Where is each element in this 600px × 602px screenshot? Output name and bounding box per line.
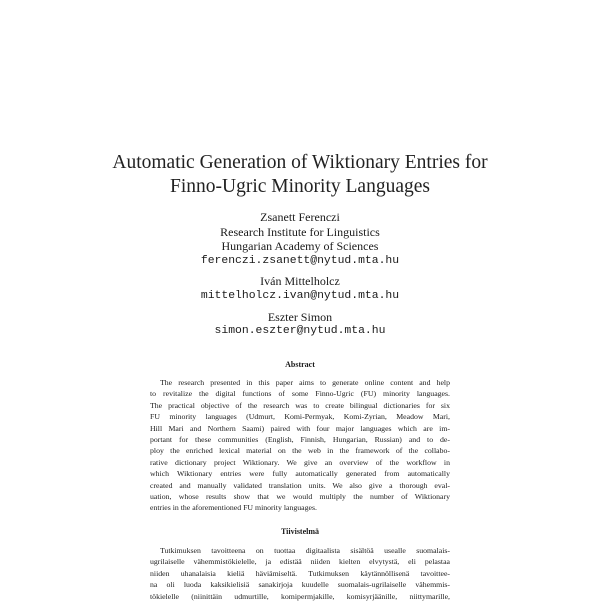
abstract-line: entries in the aforementioned FU minority languages. (150, 503, 317, 513)
abstract-heading: Abstract (285, 360, 315, 369)
author-affiliation: Research Institute for Linguistics (220, 224, 380, 239)
abstract-line: Hill Mari and Northern Saami) paired with four major languages which are im- (150, 423, 450, 433)
tiivistelma-line: tökielelle (niinittäin udmurtille, komipermjakille, komisyrjäänille, niittymarille, (150, 591, 450, 601)
author-email: simon.eszter@nytud.mta.hu (214, 325, 386, 338)
title-line: Automatic Generation of Wiktionary Entries for (112, 152, 488, 173)
author-block (100, 210, 500, 339)
tiivistelma-line: na oli luoda kaksikielisiä sanakirjoja kuudelle suomalais-ugrilaiselle vähemmis- (150, 580, 450, 590)
author-name: Zsanett Ferenczi (260, 210, 340, 224)
abstract-body (150, 377, 450, 514)
tiivistelma-heading: Tiivistelmä (280, 527, 320, 536)
abstract-line: FU minority languages (Udmurt, Komi-Permyak, Komi-Zyrian, Meadow Mari, (150, 412, 450, 422)
abstract-line: rative dictionary project Wiktionary. We give an overview of the workflow in (150, 457, 450, 467)
author-email: mittelholcz.ivan@nytud.mta.hu (200, 289, 400, 302)
tiivistelma-body (150, 545, 450, 602)
abstract-line: which Wiktionary entries were fully automatically generated from automatically (150, 469, 450, 479)
abstract-line: uation, whose results show that we would multiply the number of Wiktionary (150, 492, 450, 502)
abstract-line: The research presented in this paper aims to generate online content and help (160, 378, 450, 387)
abstract-line: portant for these communities (English, Finnish, Hungarian, Russian) and to de- (150, 435, 450, 445)
abstract-line: to revitalize the digital functions of some Finno-Ugric (FU) minority languages. (150, 389, 450, 399)
tiivistelma-line: Tutkimuksen tavoitteena on tuottaa digitaalista sisältöä usealle suomalais- (160, 546, 450, 555)
abstract-line: The practical objective of the research was to create bilingual dictionaries for six (150, 400, 450, 410)
author-name: Eszter Simon (267, 309, 333, 324)
author-email: ferenczi.zsanett@nytud.mta.hu (200, 254, 400, 267)
author-affiliation: Hungarian Academy of Sciences (221, 239, 379, 254)
abstract-line: created and manually validated translation units. We also give a thorough eval- (150, 480, 450, 490)
abstract-line: ploy the enriched lexical material on the web in the framework of the collabo- (150, 446, 450, 456)
paper-title (60, 151, 540, 199)
title-line: Finno-Ugric Minority Languages (170, 176, 430, 197)
tiivistelma-line: niiden uhanalaisia kieliä häviämiseltä. Tutkimuksen käytännöllisenä tavoittee- (150, 568, 450, 578)
tiivistelma-line: ugrilaiselle vähemmistökielelle, ja edistää niiden kielten elvytystä, eli pelastaa (150, 557, 450, 567)
author-name: Iván Mittelholcz (260, 274, 340, 289)
